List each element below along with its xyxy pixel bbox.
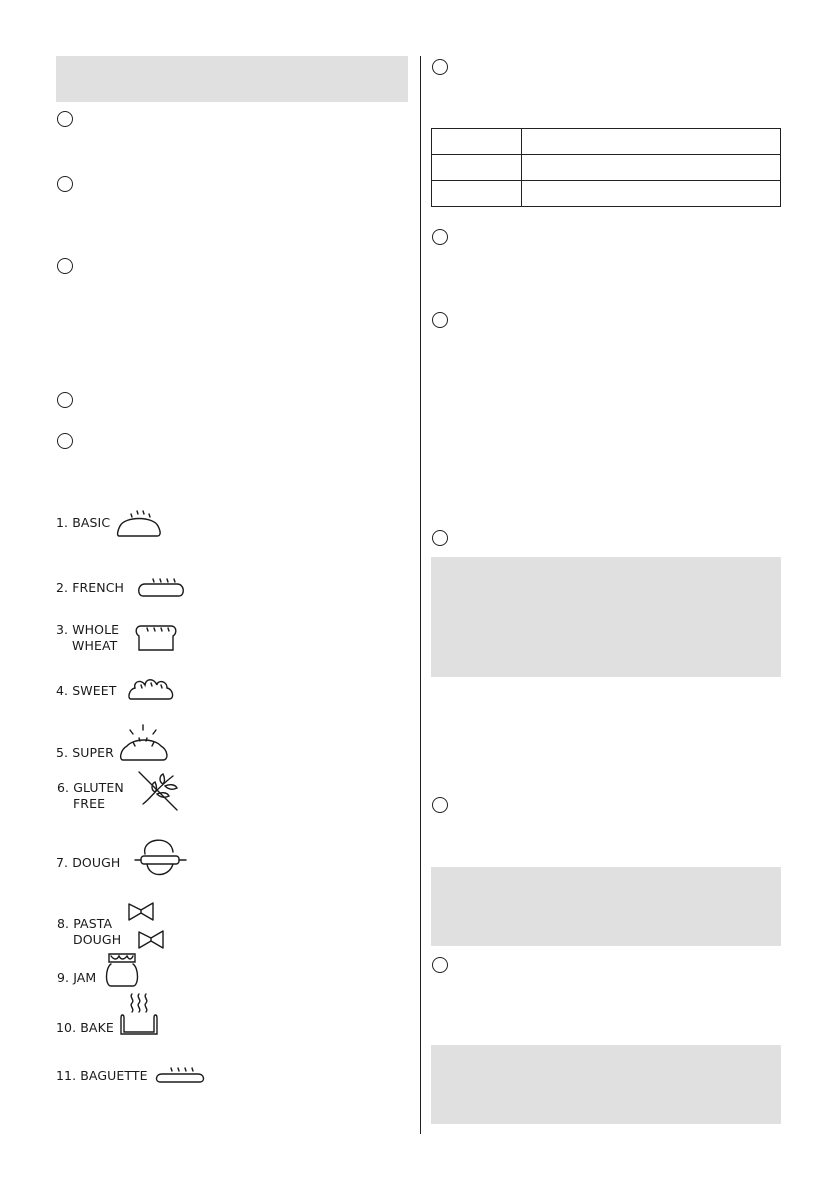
- program-gluten-free-label: 6. GLUTEN: [57, 780, 124, 795]
- left-header-band: [56, 56, 408, 102]
- pasta-bow-icon: [126, 900, 176, 950]
- step-marker-1: [57, 111, 73, 127]
- table-row: [432, 129, 781, 155]
- step-marker-2: [57, 176, 73, 192]
- table-cell: [432, 181, 522, 207]
- step-marker-11: [432, 957, 448, 973]
- super-loaf-icon: [119, 722, 169, 762]
- note-box-3: [431, 1045, 781, 1124]
- program-pasta-dough-label-2: DOUGH: [73, 932, 122, 947]
- step-marker-8: [432, 312, 448, 328]
- table-row: [432, 181, 781, 207]
- whole-wheat-loaf-icon: [133, 622, 179, 652]
- program-whole-wheat-label-2: WHEAT: [72, 638, 118, 653]
- program-gluten-free-label-2: FREE: [73, 796, 106, 811]
- table-cell: [432, 129, 522, 155]
- table-cell: [432, 155, 522, 181]
- note-box-1: [431, 557, 781, 677]
- program-sweet-label: 4. SWEET: [56, 683, 117, 698]
- sweet-loaf-icon: [127, 675, 175, 703]
- program-whole-wheat-label: 3. WHOLE: [56, 622, 120, 637]
- table-row: [432, 155, 781, 181]
- program-baguette-label: 11. BAGUETTE: [56, 1068, 148, 1083]
- table-cell: [522, 155, 781, 181]
- program-basic-label: 1. BASIC: [56, 515, 111, 530]
- bake-tray-icon: [118, 990, 160, 1038]
- step-marker-10: [432, 797, 448, 813]
- dough-rolling-pin-icon: [133, 832, 189, 880]
- note-box-2: [431, 867, 781, 946]
- step-marker-6: [432, 59, 448, 75]
- step-marker-5: [57, 433, 73, 449]
- step-marker-4: [57, 392, 73, 408]
- program-bake-label: 10. BAKE: [56, 1020, 114, 1035]
- step-marker-9: [432, 530, 448, 546]
- program-dough-label: 7. DOUGH: [56, 855, 121, 870]
- program-jam-label: 9. JAM: [57, 970, 97, 985]
- jam-jar-icon: [105, 950, 139, 990]
- step-marker-3: [57, 258, 73, 274]
- program-pasta-dough-label: 8. PASTA: [57, 916, 113, 931]
- settings-table: [431, 128, 781, 207]
- column-divider: [420, 56, 421, 1134]
- table-cell: [522, 129, 781, 155]
- table-cell: [522, 181, 781, 207]
- basic-loaf-icon: [116, 506, 162, 540]
- program-french-label: 2. FRENCH: [56, 580, 125, 595]
- baguette-icon: [155, 1064, 205, 1084]
- gluten-free-icon: [135, 768, 181, 812]
- step-marker-7: [432, 229, 448, 245]
- program-super-label: 5. SUPER: [56, 745, 114, 760]
- french-loaf-icon: [137, 576, 185, 598]
